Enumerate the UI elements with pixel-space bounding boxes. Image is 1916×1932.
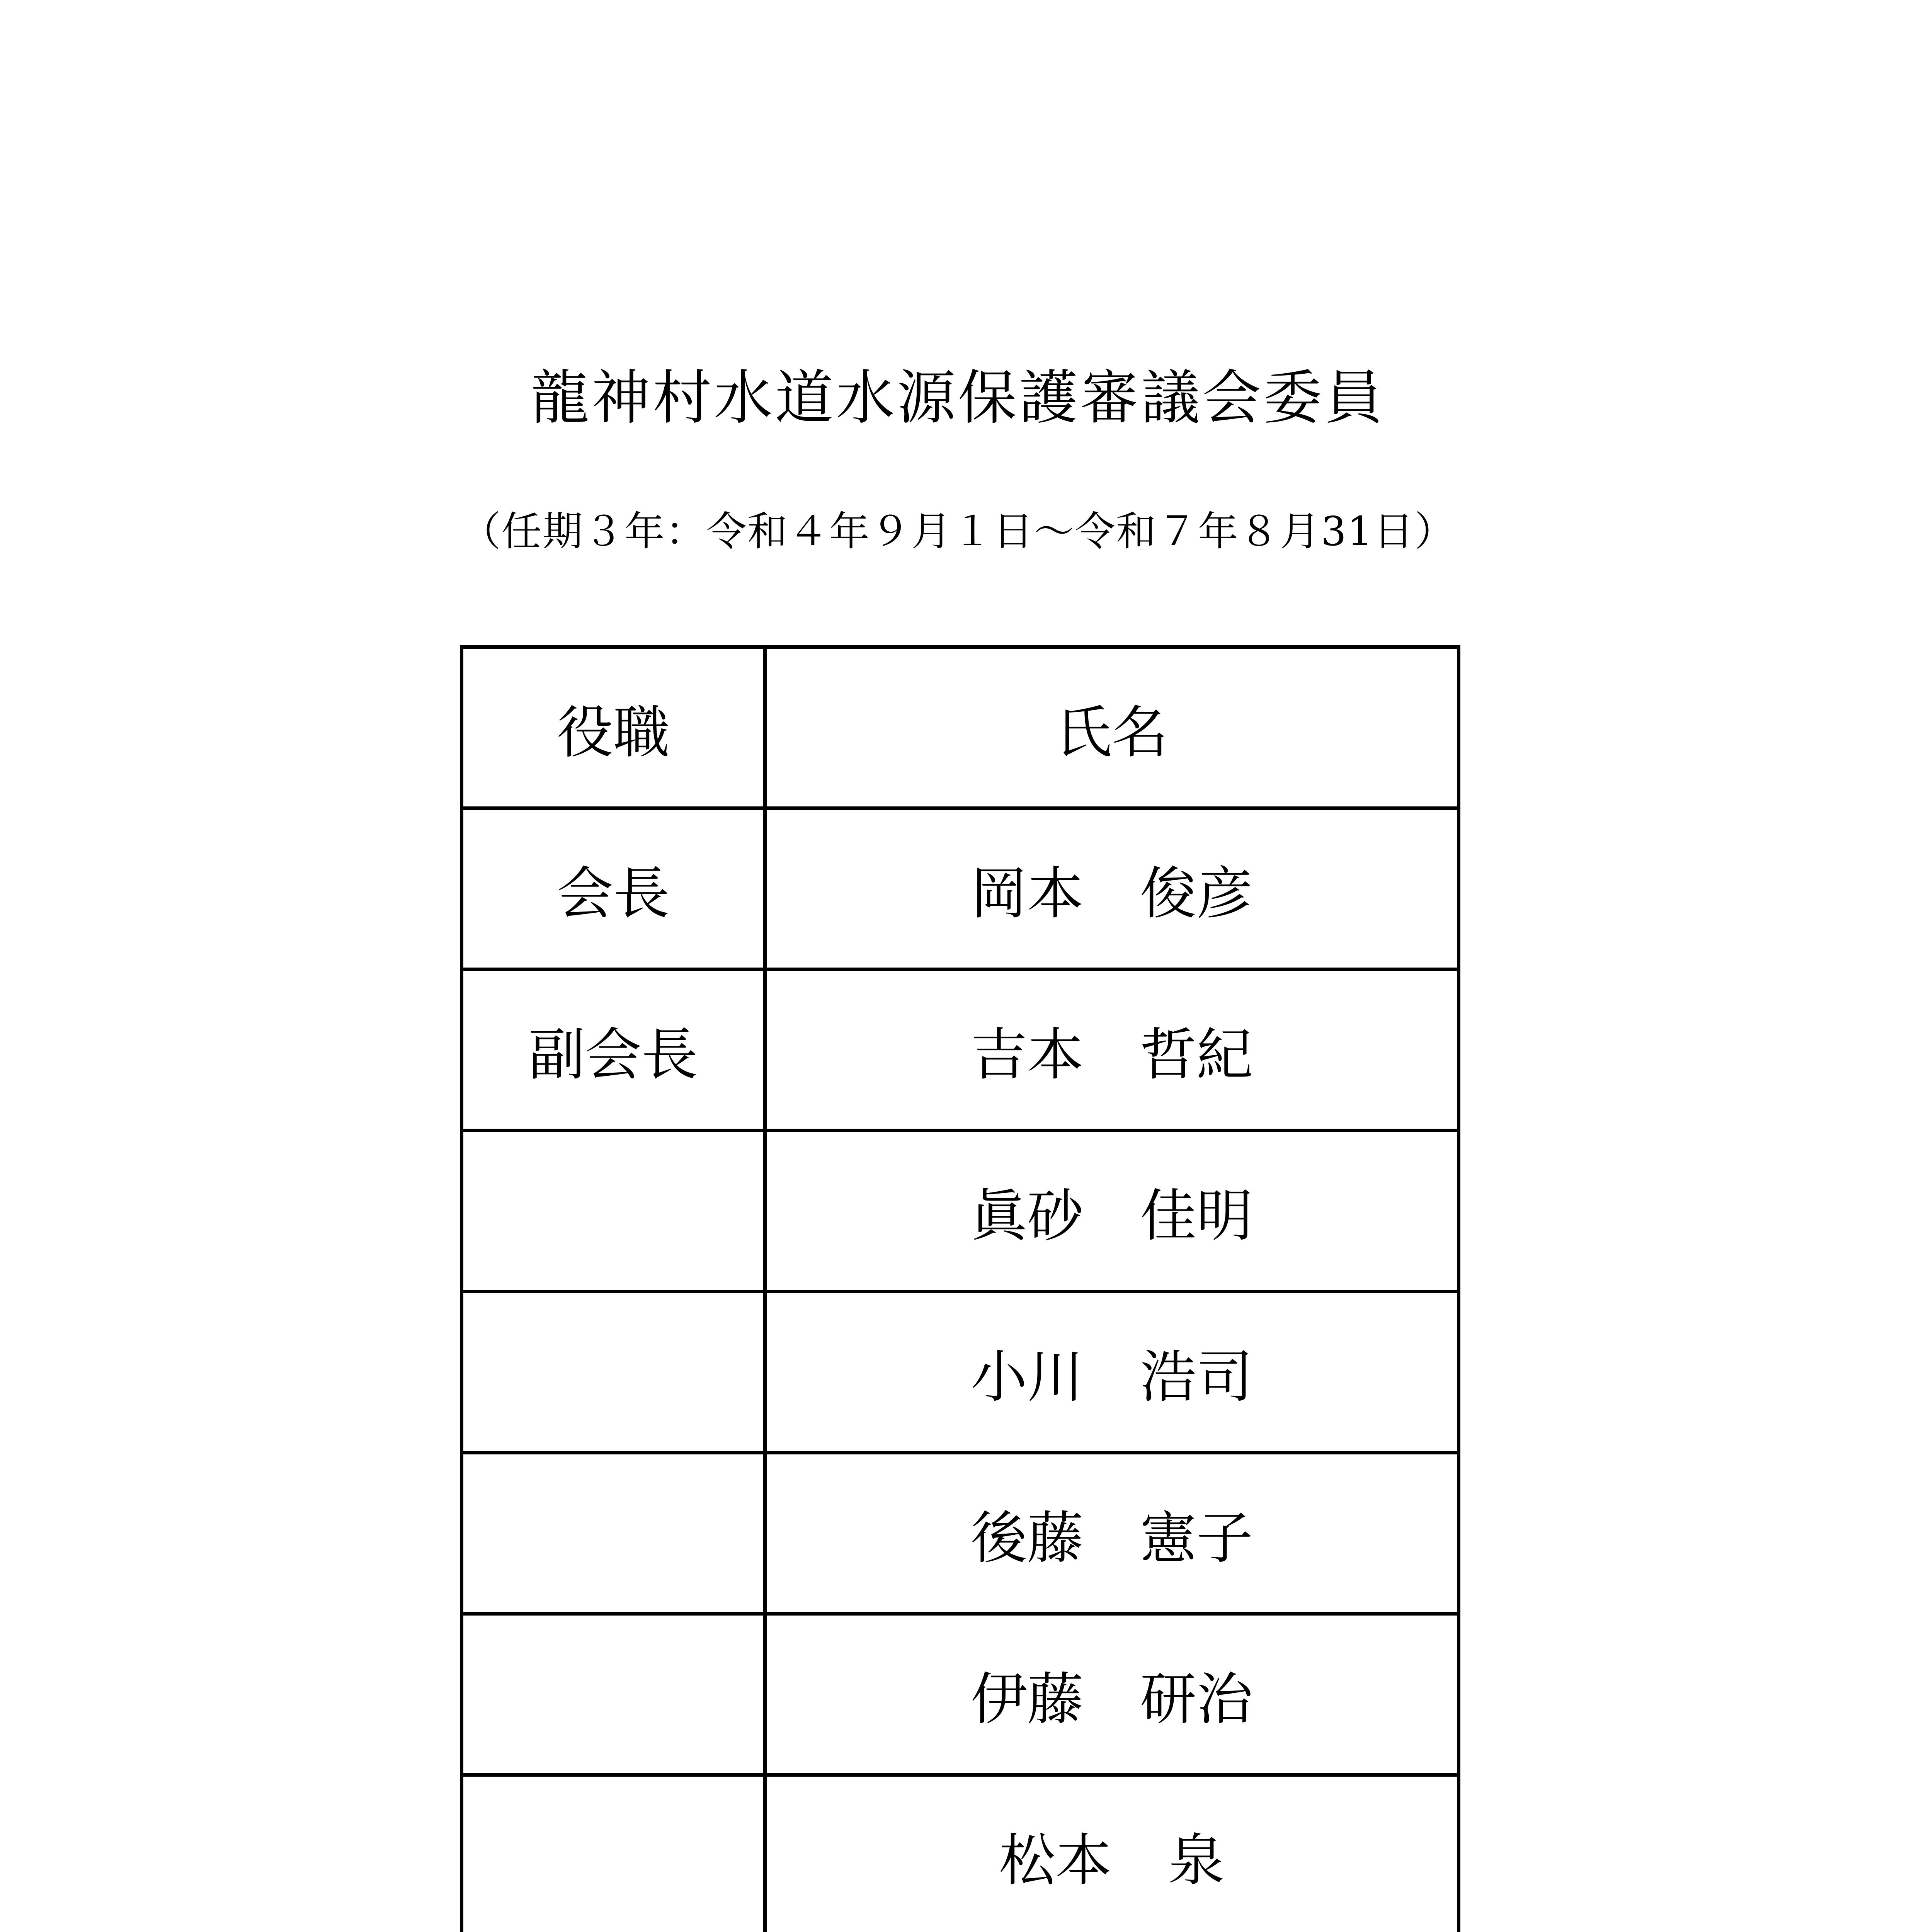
role-cell — [462, 1614, 765, 1775]
table-row — [462, 808, 1459, 969]
name-cell: 伊藤 研治 — [765, 1614, 1459, 1775]
table-row — [462, 969, 1459, 1131]
table-header-row — [462, 647, 1459, 808]
table-row — [462, 1292, 1459, 1453]
role-cell: 会長 — [462, 808, 765, 969]
header-name: 氏名 — [765, 647, 1459, 808]
header-role: 役職 — [462, 647, 765, 808]
term-of-office: （任期３年：令和４年９月１日～令和７年８月31日） — [460, 508, 1456, 555]
name-cell: 吉本 哲紀 — [765, 969, 1459, 1131]
role-cell — [462, 1775, 765, 1932]
role-cell — [462, 1292, 765, 1453]
page-title: 龍神村水道水源保護審議会委員 — [531, 364, 1385, 432]
role-cell — [462, 1131, 765, 1292]
table-row — [462, 1775, 1459, 1932]
role-cell: 副会長 — [462, 969, 765, 1131]
table-row — [462, 1453, 1459, 1614]
role-cell — [462, 1453, 765, 1614]
name-cell: 後藤 憲子 — [765, 1453, 1459, 1614]
table-row — [462, 1614, 1459, 1775]
members-table — [460, 645, 1460, 1932]
name-cell: 岡本 俊彦 — [765, 808, 1459, 969]
table-row — [462, 1131, 1459, 1292]
name-cell: 眞砂 佳明 — [765, 1131, 1459, 1292]
name-cell: 小川 浩司 — [765, 1292, 1459, 1453]
name-cell: 松本 泉 — [765, 1775, 1459, 1932]
